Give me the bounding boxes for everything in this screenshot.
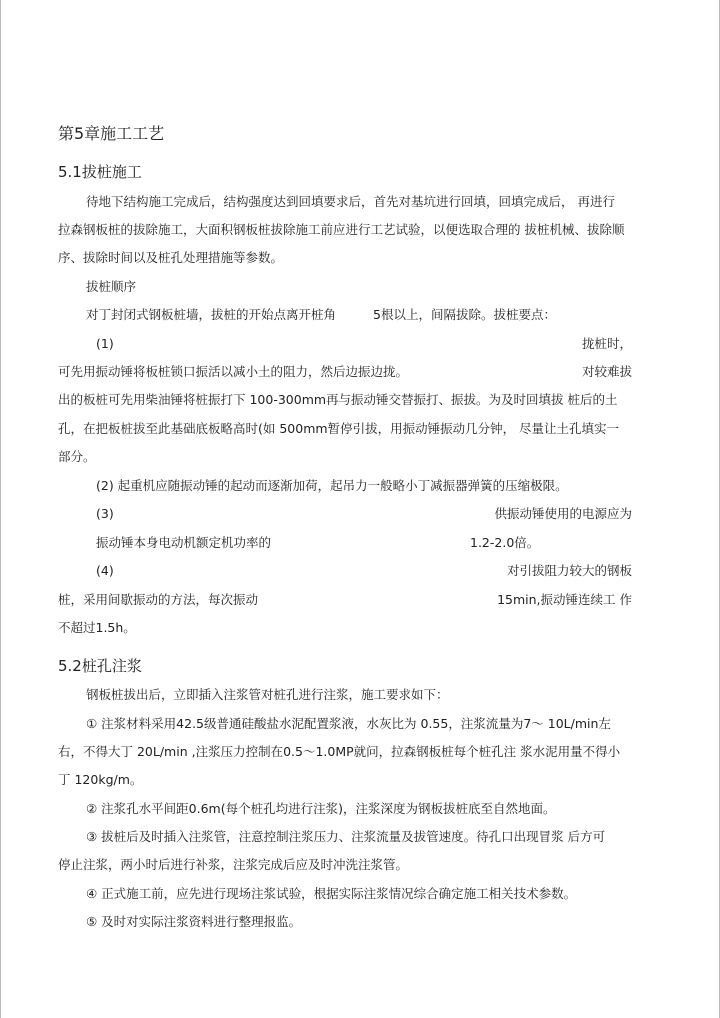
list-number: (1) — [96, 336, 114, 351]
paragraph-line: 钢板桩拔出后，立即插入注浆管对桩孔进行注浆，施工要求如下： — [86, 687, 449, 702]
paragraph-line: 序、拔除时间以及桩孔处理措施等参数。 — [58, 250, 284, 265]
paragraph-line: 部分。 — [58, 449, 96, 464]
paragraph-line: 拉森钢板桩的拔除施工，大面积钢板桩拔除施工前应进行工艺试验，以便选取合理的 拔桩机械、拔除顺 — [58, 222, 625, 237]
paragraph-line: 停止注浆，两小时后进行补浆，注浆完成后应及时冲洗注浆管。 — [58, 857, 409, 872]
paragraph-line: ① 注浆材料采用42.5级普通硅酸盐水泥配置浆液，水灰比为 0.55，注浆流量为7～ 10L/min左 — [86, 716, 611, 731]
paragraph-line: 对丁封闭式钢板桩墙，拔桩的开始点离开桩角 — [86, 307, 337, 322]
section-title-5-2: 5.2桩孔注浆 — [58, 657, 142, 675]
list-item: (2) 起重机应随振动锤的起动而逐渐加荷，起吊力一般略小丁减振器弹簧的压缩极限。 — [96, 478, 568, 493]
paragraph-line: 15min,振动锤连续工 作 — [497, 592, 632, 607]
list-item: ② 注浆孔水平间距0.6m(每个桩孔均进行注浆)，注浆深度为钢板拔桩底至自然地面。 — [86, 801, 556, 816]
paragraph-line: 对引拔阻力较大的钢板 — [506, 563, 632, 578]
list-item: ⑤ 及时对实际注浆资料进行整理报监。 — [86, 914, 302, 929]
paragraph-line: 右，不得大丁 20L/min ,注浆压力控制在0.5～1.0MP就问，拉森钢板桩每个桩孔注 浆水泥用量不得小 — [58, 744, 621, 759]
section-title-5-1: 5.1拔桩施工 — [58, 163, 142, 181]
paragraph-line: 出的板桩可先用柴油锤将桩振打下 100-300mm再与振动锤交替振打、振拔。为及时回填拔 桩后的土 — [58, 392, 618, 407]
paragraph-line: 不超过1.5h。 — [58, 620, 136, 635]
list-item: ④ 正式施工前，应先进行现场注浆试验，根据实际注浆情况综合确定施工相关技术参数。 — [86, 886, 577, 901]
subheading-pull-order: 拔桩顺序 — [86, 279, 137, 294]
paragraph-line: 待地下结构施工完成后，结构强度达到回填要求后，首先对基坑进行回填，回填完成后， 再进行 — [86, 194, 615, 209]
paragraph-line: ③ 拔桩后及时插入注浆管，注意控制注浆压力、注浆流量及拔管速度。待孔口出现冒浆 后方可 — [86, 829, 606, 844]
paragraph-line: 振动锤本身电动机额定机功率的 — [96, 535, 272, 550]
paragraph-line: 孔，在把板桩拔至此基础底板略高时(如 500mm暂停引拔，用振动锤振动几分钟， 尽量让土孔填实一 — [58, 421, 620, 436]
paragraph-line: 1.2-2.0倍。 — [470, 535, 540, 550]
list-number: (3) — [96, 506, 114, 521]
paragraph-line: 供振动锤使用的电源应为 — [494, 506, 632, 521]
paragraph-line: 丁 120kg/m。 — [58, 772, 143, 787]
page-edge-left — [0, 0, 1, 1018]
paragraph-line: 5根以上，间隔拔除。拔桩要点： — [373, 307, 556, 322]
paragraph-line: 可先用振动锤将板桩锁口振活以减小土的阻力，然后边振边拢。 — [58, 364, 409, 379]
paragraph-line: 桩，采用间歇振动的方法，每次振动 — [58, 592, 259, 607]
chapter-title: 第5章施工工艺 — [58, 124, 165, 143]
paragraph-line: 对较难拔 — [581, 364, 632, 379]
paragraph-line: 拢桩时， — [581, 336, 632, 351]
list-number: (4) — [96, 563, 114, 578]
